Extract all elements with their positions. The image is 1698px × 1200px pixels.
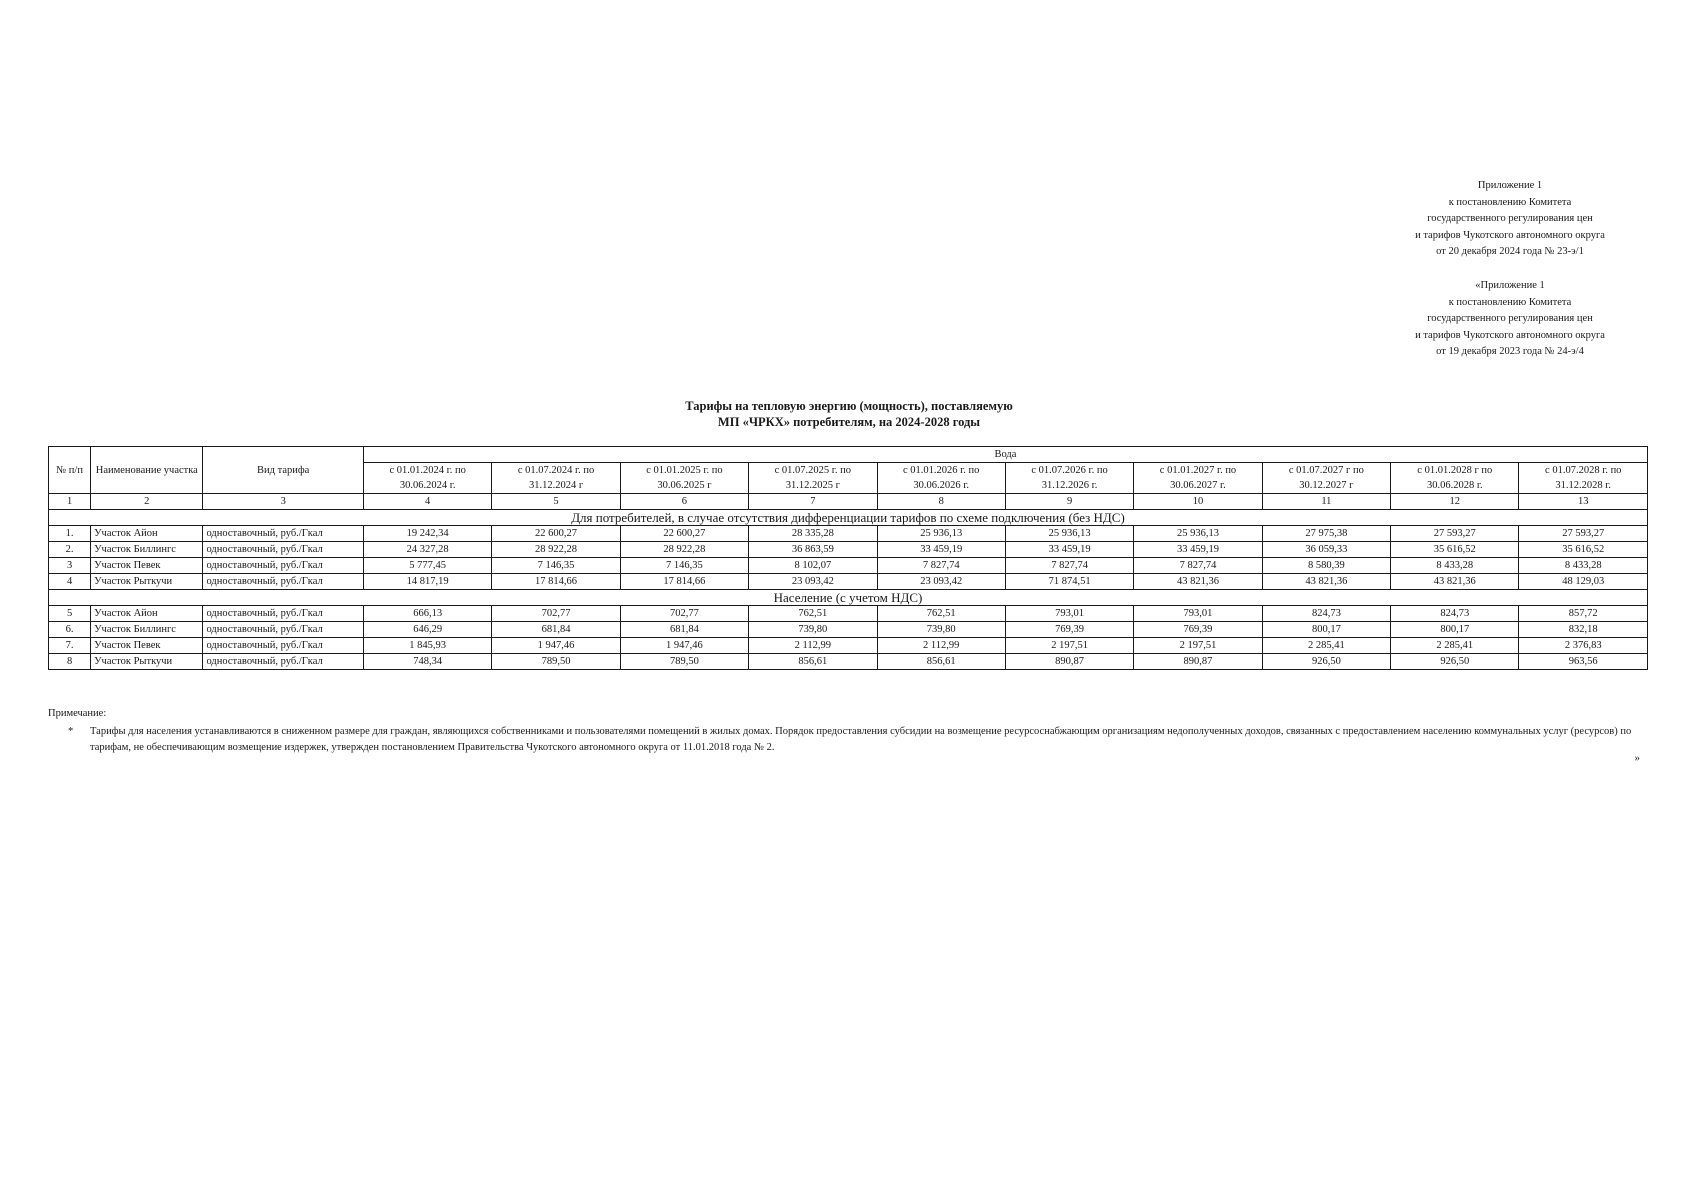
header-group-water: Вода — [363, 447, 1647, 463]
tariff-value: 8 102,07 — [749, 558, 877, 574]
row-number: 3 — [49, 558, 91, 574]
header-site: Наименование участка — [91, 447, 203, 494]
tariff-value: 22 600,27 — [492, 526, 620, 542]
tariff-value: 832,18 — [1519, 622, 1648, 638]
tariff-value: 824,73 — [1391, 606, 1519, 622]
tariff-value: 5 777,45 — [363, 558, 491, 574]
document-title-line: Тарифы на тепловую энергию (мощность), поставляемую — [685, 399, 1013, 413]
header-period: с 01.07.2026 г. по 31.12.2026 г. — [1005, 463, 1133, 494]
tariff-value: 2 285,41 — [1391, 638, 1519, 654]
tariff-value: 646,29 — [363, 622, 491, 638]
column-number: 11 — [1262, 494, 1390, 510]
tariff-value: 8 580,39 — [1262, 558, 1390, 574]
tariff-value: 25 936,13 — [1134, 526, 1262, 542]
header-period: с 01.07.2028 г. по 31.12.2028 г. — [1519, 463, 1648, 494]
tariff-value: 33 459,19 — [1005, 542, 1133, 558]
appendix-header-current — [1380, 178, 1640, 261]
site-name: Участок Айон — [91, 606, 203, 622]
tariff-value: 2 112,99 — [749, 638, 877, 654]
row-number: 1. — [49, 526, 91, 542]
tariff-value: 36 059,33 — [1262, 542, 1390, 558]
tariff-value: 7 146,35 — [492, 558, 620, 574]
tariff-value: 666,13 — [363, 606, 491, 622]
tariff-value: 27 975,38 — [1262, 526, 1390, 542]
row-number: 8 — [49, 654, 91, 670]
table-row — [49, 654, 1648, 670]
tariff-value: 48 129,03 — [1519, 574, 1648, 590]
tariff-value: 33 459,19 — [1134, 542, 1262, 558]
column-number: 7 — [749, 494, 877, 510]
tariff-value: 856,61 — [749, 654, 877, 670]
tariff-table — [48, 446, 1648, 670]
site-name: Участок Биллингс — [91, 542, 203, 558]
note-label: Примечание: — [48, 708, 107, 719]
appendix-line: от 20 декабря 2024 года № 23-э/1 — [1436, 246, 1584, 257]
header-period: с 01.01.2027 г. по 30.06.2027 г. — [1134, 463, 1262, 494]
tariff-value: 33 459,19 — [877, 542, 1005, 558]
header-period: с 01.07.2024 г. по 31.12.2024 г — [492, 463, 620, 494]
column-number: 9 — [1005, 494, 1133, 510]
tariff-value: 7 827,74 — [877, 558, 1005, 574]
header-period: с 01.01.2024 г. по 30.06.2024 г. — [363, 463, 491, 494]
table-row — [49, 622, 1648, 638]
tariff-value: 769,39 — [1005, 622, 1133, 638]
tariff-value: 2 376,83 — [1519, 638, 1648, 654]
tariff-value: 43 821,36 — [1391, 574, 1519, 590]
tariff-value: 2 197,51 — [1134, 638, 1262, 654]
header-period: с 01.01.2028 г по 30.06.2028 г. — [1391, 463, 1519, 494]
tariff-value: 890,87 — [1005, 654, 1133, 670]
header-tariff-type: Вид тарифа — [203, 447, 363, 494]
column-number: 1 — [49, 494, 91, 510]
tariff-value: 681,84 — [492, 622, 620, 638]
tariff-type: одноставочный, руб./Гкал — [203, 622, 363, 638]
row-number: 4 — [49, 574, 91, 590]
tariff-value: 23 093,42 — [877, 574, 1005, 590]
site-name: Участок Айон — [91, 526, 203, 542]
tariff-value: 28 922,28 — [620, 542, 748, 558]
tariff-value: 963,56 — [1519, 654, 1648, 670]
section-header-row — [49, 510, 1648, 526]
tariff-value: 25 936,13 — [1005, 526, 1133, 542]
tariff-value: 14 817,19 — [363, 574, 491, 590]
tariff-value: 22 600,27 — [620, 526, 748, 542]
appendix-line: Приложение 1 — [1477, 180, 1543, 191]
appendix-header-previous — [1380, 278, 1640, 361]
tariff-value: 800,17 — [1391, 622, 1519, 638]
tariff-value: 35 616,52 — [1519, 542, 1648, 558]
tariff-value: 35 616,52 — [1391, 542, 1519, 558]
tariff-value: 2 197,51 — [1005, 638, 1133, 654]
tariff-value: 24 327,28 — [363, 542, 491, 558]
row-number: 2. — [49, 542, 91, 558]
tariff-value: 793,01 — [1005, 606, 1133, 622]
tariff-value: 702,77 — [492, 606, 620, 622]
section-title: Население (с учетом НДС) — [49, 590, 1648, 606]
note-text: Тарифы для населения устанавливаются в сниженном размере для граждан, являющихся собственниками и пользователями помещений в жилых домах. Порядок предоставления субсидии на возмещение ресурсоснабжающим организациям недополученных доходов, связанных с предоставлением населению коммунальных услуг (ресурсов) по тарифам, не обеспечивающим возмещение издержек, утвержден постановлением Правительства Чукотского автономного округа от 11.01.2018 года № 2. — [90, 726, 1632, 753]
table-row — [49, 542, 1648, 558]
tariff-value: 23 093,42 — [749, 574, 877, 590]
tariff-value: 702,77 — [620, 606, 748, 622]
tariff-value: 800,17 — [1262, 622, 1390, 638]
tariff-value: 856,61 — [877, 654, 1005, 670]
table-row — [49, 606, 1648, 622]
tariff-value: 25 936,13 — [877, 526, 1005, 542]
tariff-value: 19 242,34 — [363, 526, 491, 542]
tariff-value: 28 922,28 — [492, 542, 620, 558]
tariff-value: 28 335,28 — [749, 526, 877, 542]
document-title — [0, 398, 1698, 430]
tariff-value: 1 845,93 — [363, 638, 491, 654]
tariff-value: 7 146,35 — [620, 558, 748, 574]
tariff-value: 7 827,74 — [1134, 558, 1262, 574]
appendix-line: государственного регулирования цен — [1427, 213, 1593, 224]
tariff-value: 17 814,66 — [492, 574, 620, 590]
column-number: 10 — [1134, 494, 1262, 510]
appendix-line: государственного регулирования цен — [1427, 313, 1593, 324]
tariff-value: 739,80 — [877, 622, 1005, 638]
site-name: Участок Биллингс — [91, 622, 203, 638]
row-number: 5 — [49, 606, 91, 622]
tariff-value: 926,50 — [1391, 654, 1519, 670]
tariff-type: одноставочный, руб./Гкал — [203, 558, 363, 574]
appendix-line: и тарифов Чукотского автономного округа — [1415, 229, 1605, 241]
site-name: Участок Рыткучи — [91, 654, 203, 670]
tariff-value: 17 814,66 — [620, 574, 748, 590]
document-title-line: МП «ЧРКХ» потребителям, на 2024-2028 годы — [717, 415, 981, 429]
column-number: 8 — [877, 494, 1005, 510]
header-period: с 01.07.2027 г по 30.12.2027 г — [1262, 463, 1390, 494]
tariff-value: 762,51 — [749, 606, 877, 622]
column-number: 6 — [620, 494, 748, 510]
tariff-value: 43 821,36 — [1262, 574, 1390, 590]
tariff-type: одноставочный, руб./Гкал — [203, 606, 363, 622]
tariff-value: 857,72 — [1519, 606, 1648, 622]
appendix-line: к постановлению Комитета — [1448, 296, 1572, 308]
table-row — [49, 638, 1648, 654]
column-number: 5 — [492, 494, 620, 510]
tariff-value: 1 947,46 — [492, 638, 620, 654]
table-row — [49, 526, 1648, 542]
tariff-type: одноставочный, руб./Гкал — [203, 526, 363, 542]
tariff-value: 27 593,27 — [1391, 526, 1519, 542]
tariff-value: 793,01 — [1134, 606, 1262, 622]
column-number: 2 — [91, 494, 203, 510]
tariff-value: 789,50 — [620, 654, 748, 670]
site-name: Участок Рыткучи — [91, 574, 203, 590]
tariff-value: 789,50 — [492, 654, 620, 670]
site-name: Участок Певек — [91, 638, 203, 654]
appendix-line: к постановлению Комитета — [1448, 196, 1572, 208]
tariff-value: 8 433,28 — [1519, 558, 1648, 574]
tariff-type: одноставочный, руб./Гкал — [203, 654, 363, 670]
header-num: № п/п — [49, 447, 91, 494]
tariff-value: 681,84 — [620, 622, 748, 638]
tariff-value: 824,73 — [1262, 606, 1390, 622]
header-period: с 01.01.2025 г. по 30.06.2025 г — [620, 463, 748, 494]
tariff-value: 2 285,41 — [1262, 638, 1390, 654]
tariff-value: 8 433,28 — [1391, 558, 1519, 574]
table-row — [49, 558, 1648, 574]
tariff-value: 748,34 — [363, 654, 491, 670]
tariff-type: одноставочный, руб./Гкал — [203, 542, 363, 558]
appendix-line: от 19 декабря 2023 года № 24-э/4 — [1436, 346, 1584, 357]
tariff-value: 762,51 — [877, 606, 1005, 622]
tariff-value: 890,87 — [1134, 654, 1262, 670]
site-name: Участок Певек — [91, 558, 203, 574]
tariff-value: 43 821,36 — [1134, 574, 1262, 590]
tariff-value: 7 827,74 — [1005, 558, 1133, 574]
table-row — [49, 574, 1648, 590]
header-period: с 01.01.2026 г. по 30.06.2026 г. — [877, 463, 1005, 494]
column-number: 13 — [1519, 494, 1648, 510]
section-header-row — [49, 590, 1648, 606]
tariff-value: 739,80 — [749, 622, 877, 638]
tariff-value: 926,50 — [1262, 654, 1390, 670]
section-title: Для потребителей, в случае отсутствия дифференциации тарифов по схеме подключения (без НДС) — [49, 510, 1648, 526]
tariff-value: 1 947,46 — [620, 638, 748, 654]
note-block — [48, 706, 1648, 756]
column-number: 3 — [203, 494, 363, 510]
tariff-value: 769,39 — [1134, 622, 1262, 638]
column-number: 12 — [1391, 494, 1519, 510]
tariff-value: 27 593,27 — [1519, 526, 1648, 542]
row-number: 7. — [49, 638, 91, 654]
column-number: 4 — [363, 494, 491, 510]
tariff-type: одноставочный, руб./Гкал — [203, 638, 363, 654]
appendix-line: и тарифов Чукотского автономного округа — [1415, 329, 1605, 341]
appendix-line: «Приложение 1 — [1475, 280, 1545, 291]
header-period: с 01.07.2025 г. по 31.12.2025 г — [749, 463, 877, 494]
tariff-value: 2 112,99 — [877, 638, 1005, 654]
tariff-type: одноставочный, руб./Гкал — [203, 574, 363, 590]
tariff-value: 71 874,51 — [1005, 574, 1133, 590]
note-marker: * — [68, 726, 74, 737]
closing-quote: » — [1634, 752, 1640, 764]
row-number: 6. — [49, 622, 91, 638]
tariff-value: 36 863,59 — [749, 542, 877, 558]
